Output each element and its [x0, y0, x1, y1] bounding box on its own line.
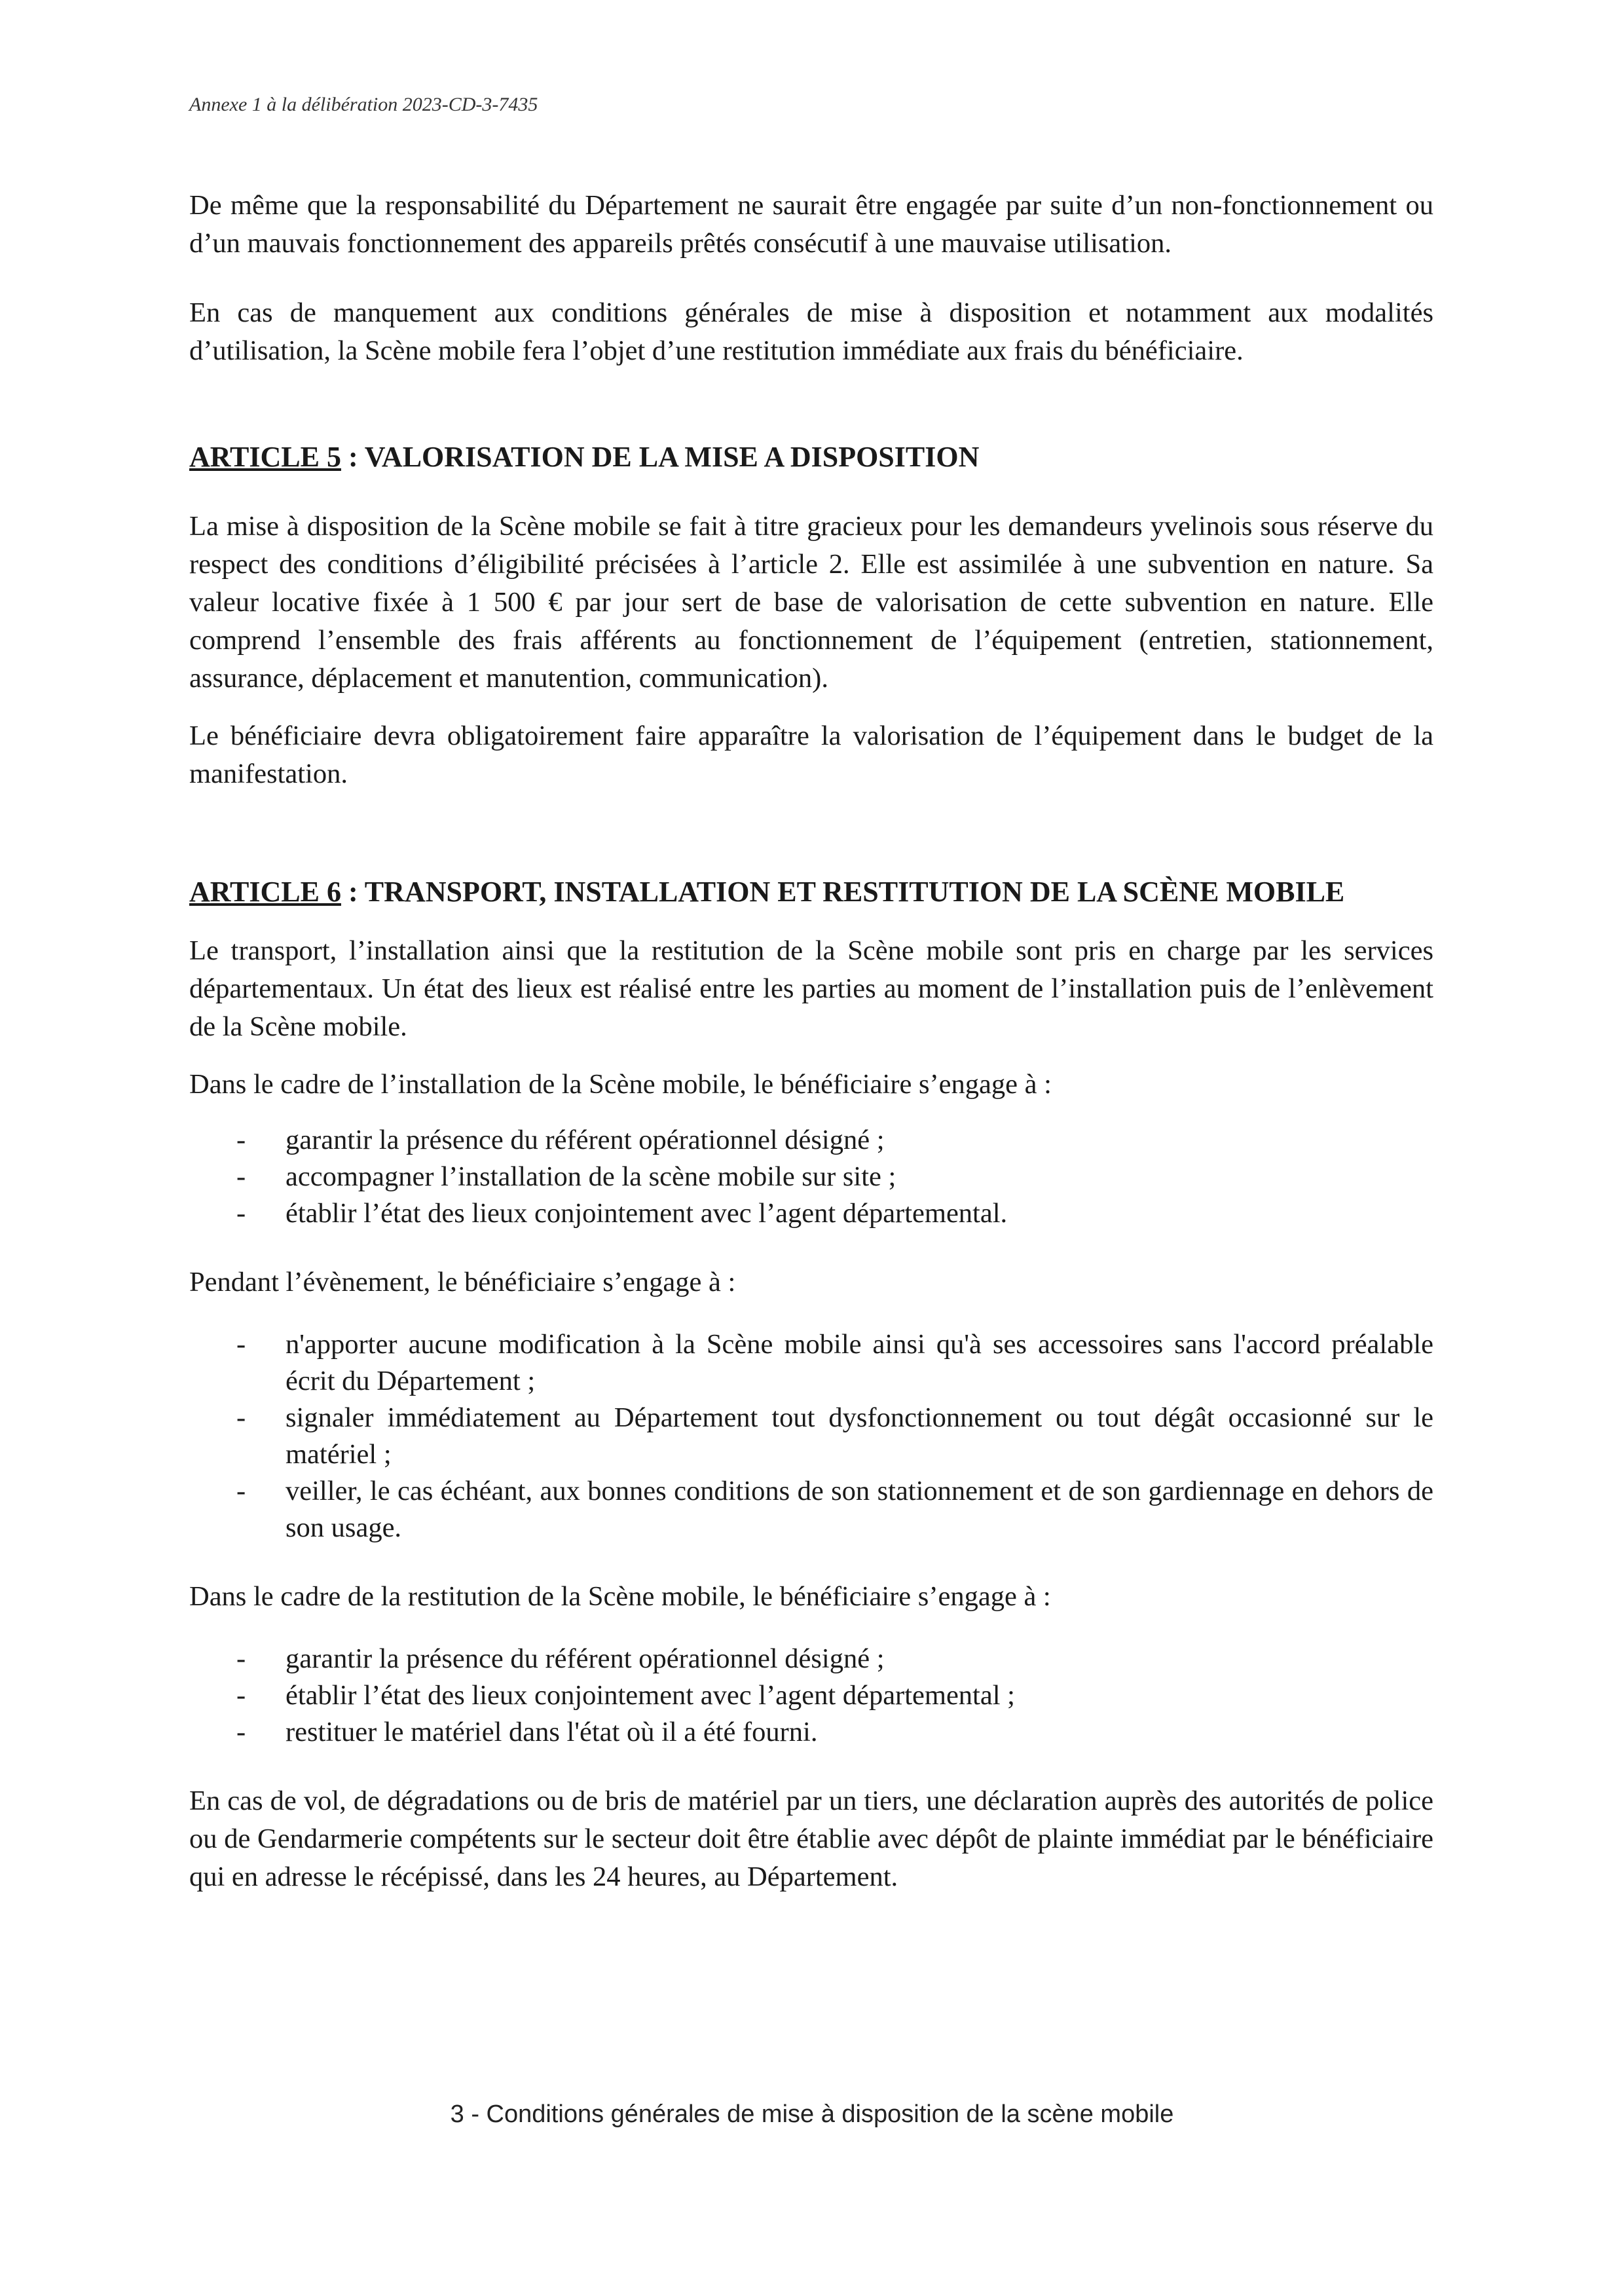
list-item-text: garantir la présence du référent opérationnel désigné ; [286, 1643, 885, 1674]
dash-bullet: - [236, 1125, 246, 1155]
document-body [189, 187, 1433, 1896]
list-item-text: accompagner l’installation de la scène mobile sur site ; [286, 1161, 896, 1192]
article-5-paragraph-1: La mise à disposition de la Scène mobile se fait à titre gracieux pour les demandeurs yvelinois sous réserve du respect des conditions d’éligibilité précisées à l’article 2. Elle est assimilée à une subvention en nature. Sa valeur locative fixée à 1 500 € par jour sert de base de valorisation de cette subvention en nature. Elle comprend l’ensemble des frais afférents au fonctionnement de l’équipement (entretien, stationnement, assurance, déplacement et manutention, communication). [189, 511, 1433, 694]
list-item [189, 1326, 1433, 1400]
list-item-text: n'apporter aucune modification à la Scène mobile ainsi qu'à ses accessoires sans l'accord préalable écrit du Département ; [286, 1329, 1433, 1396]
dash-bullet: - [236, 1161, 246, 1192]
article-5-heading [189, 438, 1433, 476]
installation-intro: Dans le cadre de l’installation de la Scène mobile, le bénéficiaire s’engage à : [189, 1069, 1052, 1100]
list-item-text: signaler immédiatement au Département tout dysfonctionnement ou tout dégât occasionné sur le matériel ; [286, 1402, 1433, 1470]
dash-bullet: - [236, 1402, 246, 1433]
list-item-text: établir l’état des lieux conjointement avec l’agent départemental ; [286, 1680, 1015, 1711]
page-footer: 3 - Conditions générales de mise à disposition de la scène mobile [450, 2100, 1174, 2128]
list-item [189, 1195, 1433, 1232]
theft-paragraph: En cas de vol, de dégradations ou de bris de matériel par un tiers, une déclaration auprès des autorités de police ou de Gendarmerie compétents sur le secteur doit être établie avec dépôt de plainte immédiat par le bénéficiaire qui en adresse le récépissé, dans les 24 heures, au Département. [189, 1785, 1433, 1892]
list-item [189, 1714, 1433, 1751]
list-item [189, 1159, 1433, 1195]
list-item-text: établir l’état des lieux conjointement avec l’agent départemental. [286, 1198, 1008, 1229]
dash-bullet: - [236, 1717, 246, 1747]
list-item-text: restituer le matériel dans l'état où il a été fourni. [286, 1717, 818, 1747]
list-item-text: garantir la présence du référent opérationnel désigné ; [286, 1125, 885, 1155]
paragraph-responsibility: De même que la responsabilité du Département ne saurait être engagée par suite d’un non-fonctionnement ou d’un mauvais fonctionnement des appareils prêtés consécutif à une mauvaise utilisation. [189, 190, 1433, 259]
event-list [189, 1326, 1433, 1546]
list-item [189, 1122, 1433, 1159]
list-item [189, 1677, 1433, 1714]
dash-bullet: - [236, 1643, 246, 1674]
paragraph-breach: En cas de manquement aux conditions générales de mise à disposition et notamment aux modalités d’utilisation, la Scène mobile fera l’objet d’une restitution immédiate aux frais du bénéficiaire. [189, 297, 1433, 366]
article-5-number: ARTICLE 5 [189, 441, 341, 473]
dash-bullet: - [236, 1329, 246, 1360]
list-item [189, 1473, 1433, 1546]
list-item [189, 1400, 1433, 1473]
list-item [189, 1641, 1433, 1677]
restitution-intro: Dans le cadre de la restitution de la Scène mobile, le bénéficiaire s’engage à : [189, 1581, 1051, 1612]
dash-bullet: - [236, 1476, 246, 1506]
article-6-title: : TRANSPORT, INSTALLATION ET RESTITUTION DE LA SCÈNE MOBILE [341, 876, 1345, 908]
annex-reference: Annexe 1 à la délibération 2023-CD-3-7435 [189, 94, 538, 115]
event-intro: Pendant l’évènement, le bénéficiaire s’engage à : [189, 1267, 736, 1297]
article-5-title: : VALORISATION DE LA MISE A DISPOSITION [341, 441, 980, 473]
dash-bullet: - [236, 1198, 246, 1229]
article-6-number: ARTICLE 6 [189, 876, 341, 908]
article-6-heading [189, 873, 1433, 911]
article-6-paragraph-1: Le transport, l’installation ainsi que la restitution de la Scène mobile sont pris en charge par les services départementaux. Un état des lieux est réalisé entre les parties au moment de l’installation puis de l’enlèvement de la Scène mobile. [189, 935, 1433, 1042]
installation-list [189, 1122, 1433, 1232]
dash-bullet: - [236, 1680, 246, 1711]
restitution-list [189, 1641, 1433, 1751]
article-5-paragraph-2: Le bénéficiaire devra obligatoirement faire apparaître la valorisation de l’équipement dans le budget de la manifestation. [189, 720, 1433, 789]
list-item-text: veiller, le cas échéant, aux bonnes conditions de son stationnement et de son gardiennage en dehors de son usage. [286, 1476, 1433, 1543]
